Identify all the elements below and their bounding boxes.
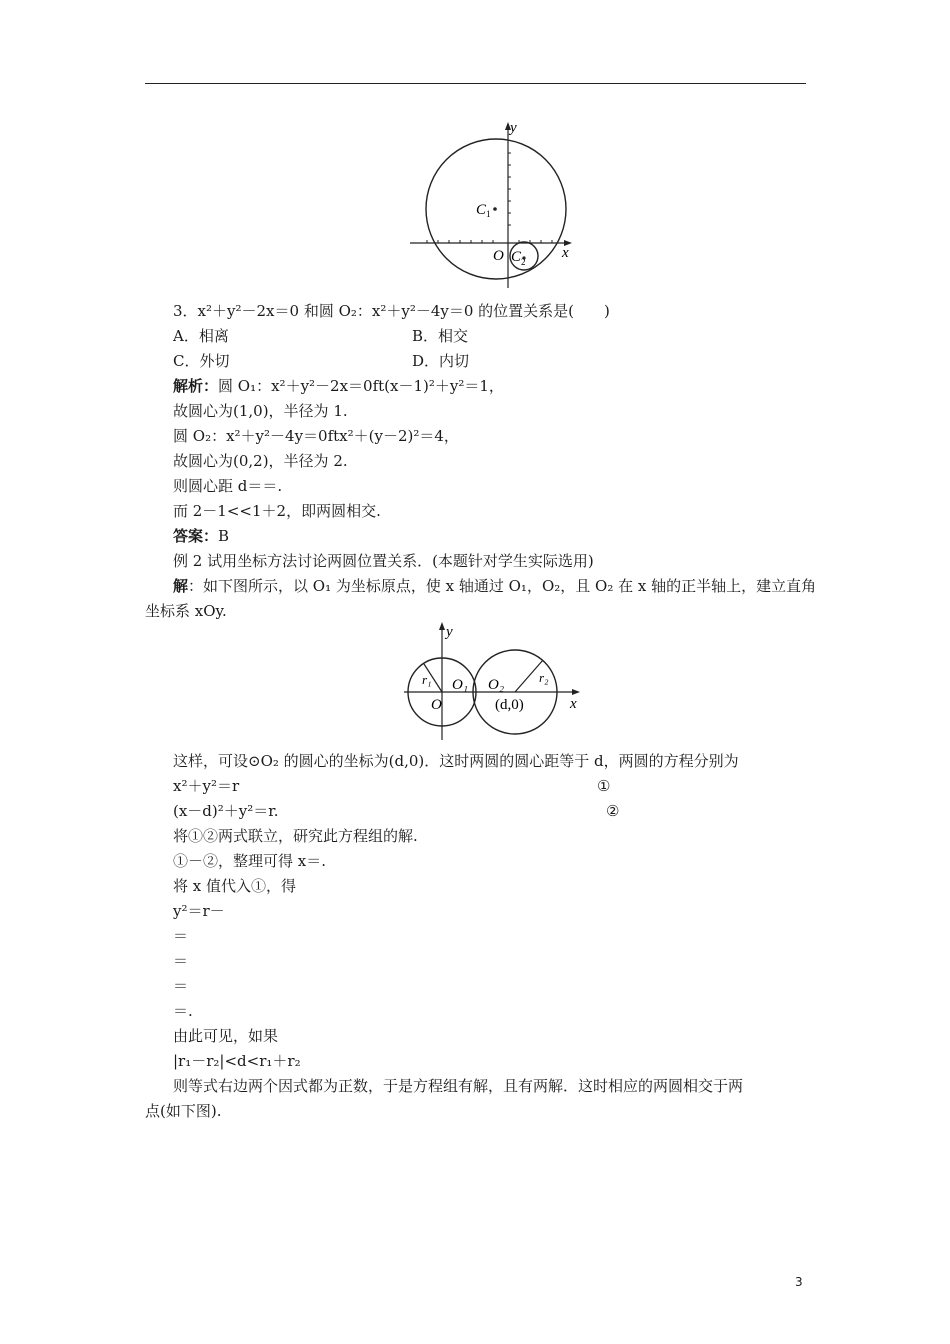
label-d0: (d,0) <box>495 697 524 713</box>
label-c2: C <box>511 249 522 265</box>
body-line-9: ＝. <box>173 1002 193 1020</box>
page-number: 3 <box>795 1275 803 1289</box>
q3-option-d: D．内切 <box>412 352 470 370</box>
body-line-6: ＝ <box>173 927 189 945</box>
label-r2: r₂ <box>539 670 549 685</box>
solution-line-1 <box>173 376 504 396</box>
x-arrow-icon <box>572 689 580 695</box>
solution-line-3: 圆 O₂：x²＋y²－4y＝0ftx²＋(y－2)²＝4， <box>173 427 459 445</box>
q3-option-a: A．相离 <box>173 327 229 345</box>
center-c1 <box>493 207 497 211</box>
label-r1: r₁ <box>422 672 432 687</box>
q3-stem: 3．x²＋y²－2x＝0 和圆 O₂：x²＋y²－4y＝0 的位置关系是( ) <box>173 302 610 320</box>
label-y: y <box>510 120 517 136</box>
example2-solution-text-1: ：如下图所示，以 O₁ 为坐标原点，使 x 轴通过 O₁，O₂，且 O₂ 在 x 轴的正半轴上，建立直角 <box>188 577 817 595</box>
body-line-3: ①－②，整理可得 x＝. <box>173 852 326 870</box>
body-line-5: y²＝r－ <box>173 902 225 920</box>
body-line-11: |r₁－r₂|<d<r₁＋r₂ <box>173 1052 301 1070</box>
body-line-2: 将①②两式联立，研究此方程组的解. <box>173 827 418 845</box>
equation-2-number: ② <box>606 802 620 820</box>
label-y: y <box>446 624 453 640</box>
body-line-7: ＝ <box>173 952 189 970</box>
label-c2-sub: 2 <box>521 257 526 267</box>
y-arrow-icon <box>439 622 445 630</box>
figure-two-circles <box>398 620 588 745</box>
label-o: O <box>431 697 442 713</box>
answer-line <box>173 526 229 546</box>
label-o2: O₂ <box>488 677 505 693</box>
answer-label: 答案： <box>173 527 219 545</box>
q3-option-c: C．外切 <box>173 352 230 370</box>
example2-title: 例 2 试用坐标方法讨论两圆位置关系．(本题针对学生实际选用) <box>173 552 594 570</box>
equation-1: x²＋y²＝r <box>173 777 240 795</box>
label-c1-sub: 1 <box>486 209 491 219</box>
example2-solution-line-1 <box>173 576 816 596</box>
body-line-8: ＝ <box>173 977 189 995</box>
solution-text-1: 圆 O₁：x²＋y²－2x＝0ft(x－1)²＋y²＝1， <box>218 377 504 395</box>
label-o: O <box>493 248 504 264</box>
label-c1: C <box>476 202 487 218</box>
solution-label: 解析： <box>173 377 219 395</box>
equation-1-number: ① <box>597 777 611 795</box>
solution-line-4: 故圆心为(0,2)，半径为 2. <box>173 452 348 470</box>
solution-line-2: 故圆心为(1,0)，半径为 1. <box>173 402 348 420</box>
header-rule <box>145 83 806 84</box>
label-x: x <box>562 245 569 261</box>
body-line-13: 点(如下图). <box>145 1102 222 1120</box>
example2-solution-line-2: 坐标系 xOy. <box>145 602 227 620</box>
label-x: x <box>570 696 577 712</box>
body-line-10: 由此可见，如果 <box>173 1027 279 1045</box>
q3-option-b: B．相交 <box>412 327 469 345</box>
body-line-1: 这样，可设⊙O₂ 的圆心的坐标为(d,0)．这时两圆的圆心距等于 d，两圆的方程分别为 <box>173 752 739 770</box>
equation-2: (x－d)²＋y²＝r. <box>173 802 279 820</box>
label-o1: O₁ <box>452 677 469 693</box>
answer-value: B <box>218 527 230 545</box>
solution-line-5: 则圆心距 d＝＝. <box>173 477 283 495</box>
figure-circles-c1-c2 <box>405 118 580 293</box>
example2-solution-label: 解 <box>173 577 189 595</box>
body-line-12: 则等式右边两个因式都为正数，于是方程组有解，且有两解．这时相应的两圆相交于两 <box>173 1077 744 1095</box>
body-line-4: 将 x 值代入①，得 <box>173 877 296 895</box>
solution-line-6: 而 2－1<<1＋2，即两圆相交. <box>173 502 381 520</box>
